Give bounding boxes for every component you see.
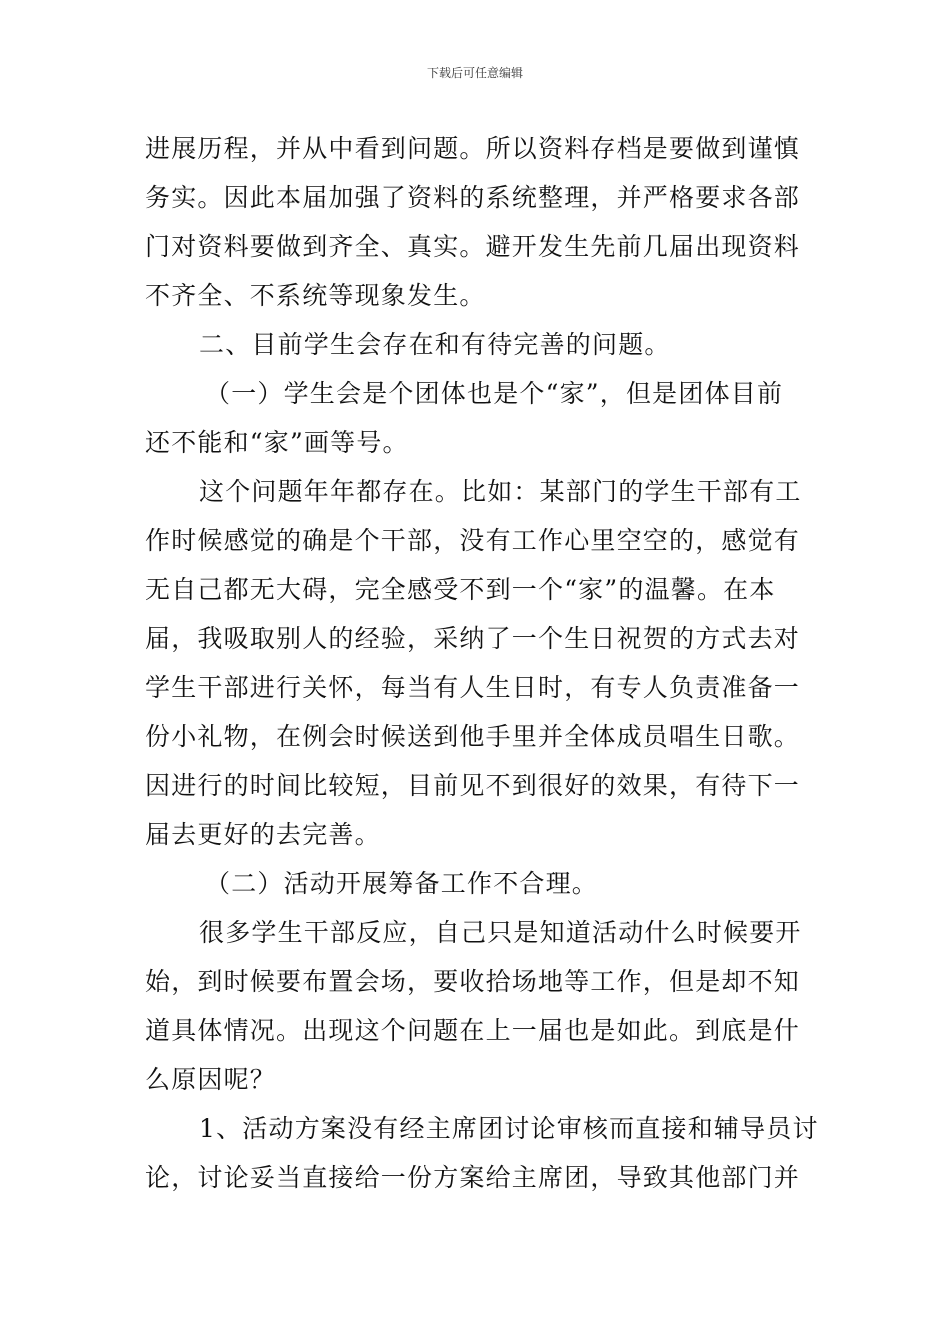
text-line: 学生干部进行关怀，每当有人生日时，有专人负责准备一 <box>145 673 801 702</box>
section-heading: 二、目前学生会存在和有待完善的问题。 <box>199 330 671 359</box>
subsection-heading: （二）活动开展筹备工作不合理。 <box>205 869 599 898</box>
text-line: 因进行的时间比较短，目前见不到很好的效果，有待下一 <box>145 771 801 800</box>
text-line: 份小礼物，在例会时候送到他手里并全体成员唱生日歌。 <box>145 722 801 751</box>
text-line: 这个问题年年都存在。比如：某部门的学生干部有工 <box>199 477 802 506</box>
text-line: 论，讨论妥当直接给一份方案给主席团，导致其他部门并 <box>145 1163 801 1192</box>
text-line: 作时候感觉的确是个干部，没有工作心里空空的，感觉有 <box>145 526 801 555</box>
text-line: 很多学生干部反应，自己只是知道活动什么时候要开 <box>199 918 802 947</box>
list-item: 1、活动方案没有经主席团讨论审核而直接和辅导员讨 <box>199 1114 819 1143</box>
text-line: 还不能和“家”画等号。 <box>145 428 409 457</box>
text-line: 始，到时候要布置会场，要收拾场地等工作，但是却不知 <box>145 967 801 996</box>
text-line: 无自己都无大碍，完全感受不到一个“家”的温馨。在本 <box>145 575 776 604</box>
document-body <box>145 124 819 1202</box>
text-line: 门对资料要做到齐全、真实。避开发生先前几届出现资料 <box>145 232 801 261</box>
text-line: 道具体情况。出现这个问题在上一届也是如此。到底是什 <box>145 1016 801 1045</box>
page-header: 下载后可任意编辑 <box>426 66 523 80</box>
text-line: 进展历程，并从中看到问题。所以资料存档是要做到谨慎 <box>145 134 801 163</box>
text-line: 届，我吸取别人的经验，采纳了一个生日祝贺的方式去对 <box>145 624 801 653</box>
subsection-heading: （一）学生会是个团体也是个“家”，但是团体目前 <box>205 379 784 408</box>
text-line: 届去更好的去完善。 <box>145 820 381 849</box>
text-line: 么原因呢？ <box>145 1065 277 1094</box>
text-line: 不齐全、不系统等现象发生。 <box>145 281 486 310</box>
text-line: 务实。因此本届加强了资料的系统整理，并严格要求各部 <box>145 183 801 212</box>
